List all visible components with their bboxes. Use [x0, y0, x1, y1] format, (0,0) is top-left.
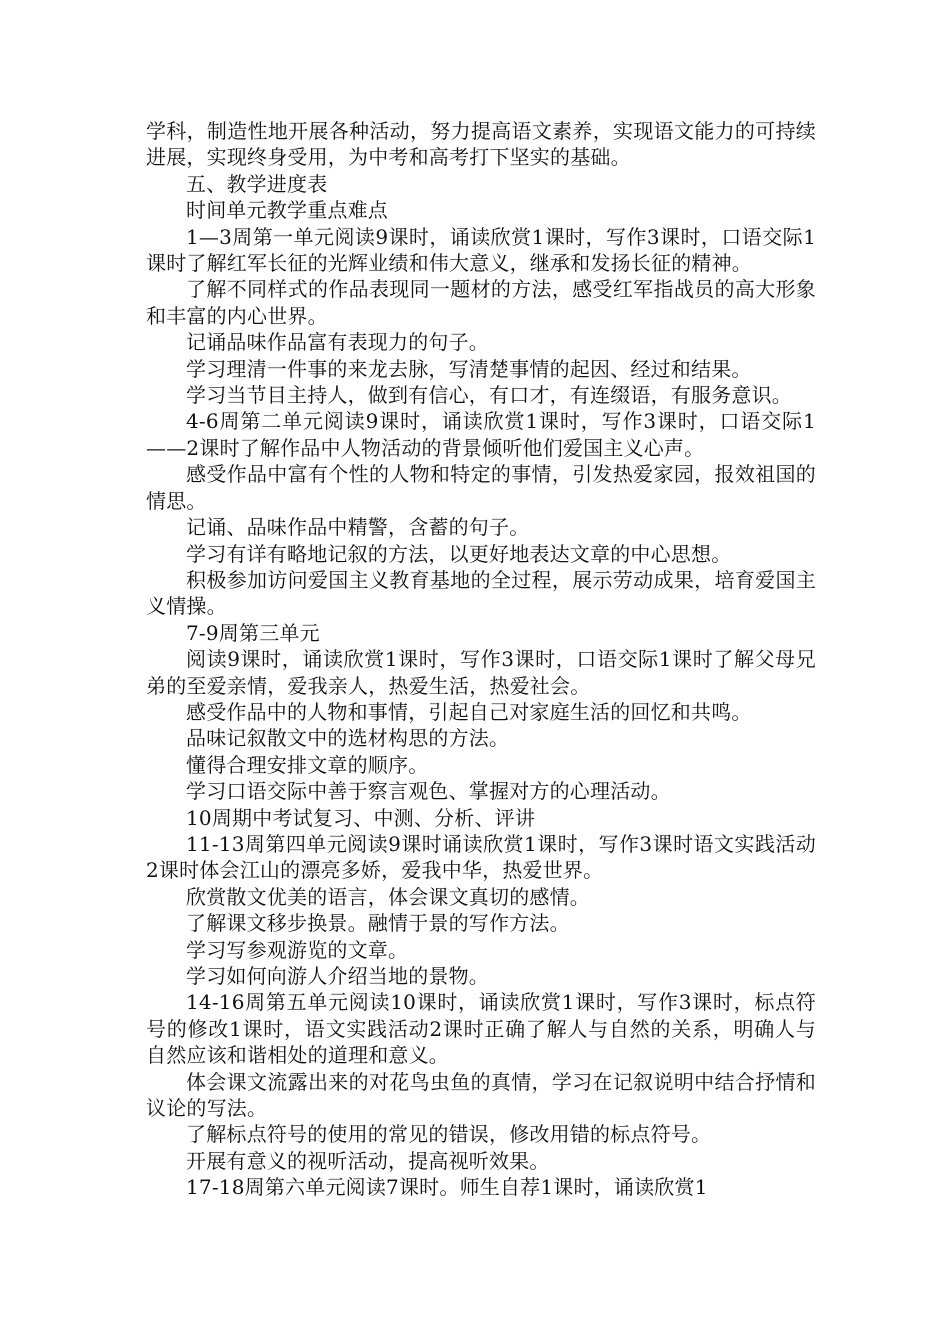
paragraph: 记诵、品味作品中精警，含蓄的句子。: [186, 515, 530, 540]
paragraph: 感受作品中的人物和事情，引起自己对家庭生活的回忆和共鸣。: [186, 699, 752, 724]
table-header-line: 时间单元教学重点难点: [186, 198, 388, 223]
paragraph: 学习当节目主持人，做到有信心，有口才，有连缀语，有服务意识。: [186, 383, 792, 408]
paragraph: 体会课文流露出来的对花鸟虫鱼的真情，学习在记叙说明中结合抒情和议论的写法。: [146, 1069, 816, 1121]
paragraph: 学习理清一件事的来龙去脉，写清楚事情的起因、经过和结果。: [186, 356, 752, 381]
paragraph: 7-9周第三单元: [186, 620, 320, 645]
paragraph: 学习有详有略地记叙的方法，以更好地表达文章的中心思想。: [186, 541, 732, 566]
paragraph: 积极参加访问爱国主义教育基地的全过程，展示劳动成果，培育爱国主义情操。: [146, 567, 816, 619]
paragraph: 了解课文移步换景。融情于景的写作方法。: [186, 911, 570, 936]
paragraph: 10周期中考试复习、中测、分析、评讲: [186, 805, 536, 830]
paragraph: 懂得合理安排文章的顺序。: [186, 752, 429, 777]
paragraph: 感受作品中富有个性的人物和特定的事情，引发热爱家园，报效祖国的情思。: [146, 462, 816, 513]
paragraph: 品味记叙散文中的选材构思的方法。: [186, 726, 510, 751]
paragraph: 学科，制造性地开展各种活动，努力提高语文素养，实现语文能力的可持续进展，实现终身受用，为中考和高考打下坚实的基础。: [146, 119, 816, 170]
paragraph: 了解标点符号的使用的常见的错误，修改用错的标点符号。: [186, 1122, 712, 1147]
paragraph: 1—3周第一单元阅读9课时，诵读欣赏1课时，写作3课时，口语交际1课时了解红军长征的光辉业绩和伟大意义，继承和发扬长征的精神。: [146, 224, 816, 276]
paragraph: 4-6周第二单元阅读9课时，诵读欣赏1课时，写作3课时，口语交际1——2课时了解作品中人物活动的背景倾听他们爱国主义心声。: [146, 409, 816, 460]
paragraph: 11-13周第四单元阅读9课时诵读欣赏1课时，写作3课时语文实践活动2课时体会江山的漂亮多娇，爱我中华，热爱世界。: [146, 831, 816, 883]
paragraph: 了解不同样式的作品表现同一题材的方法，感受红军指战员的高大形象和丰富的内心世界。: [146, 277, 816, 328]
paragraph: 学习如何向游人介绍当地的景物。: [186, 964, 489, 988]
paragraph: 开展有意义的视听活动，提高视听效果。: [186, 1148, 550, 1173]
section-heading: 五、教学进度表: [186, 171, 328, 196]
paragraph: 14-16周第五单元阅读10课时，诵读欣赏1课时，写作3课时，标点符号的修改1课时，语文实践活动2课时正确了解人与自然的关系，明确人与自然应该和谐相处的道理和意义。: [146, 990, 816, 1068]
paragraph: 17-18周第六单元阅读7课时。师生自荐1课时，诵读欣赏1: [186, 1175, 708, 1200]
paragraph: 学习写参观游览的文章。: [186, 937, 409, 962]
document-body: [146, 118, 816, 1201]
paragraph: 欣赏散文优美的语言，体会课文真切的感情。: [186, 884, 590, 909]
paragraph: 记诵品味作品富有表现力的句子。: [186, 330, 489, 355]
paragraph: 学习口语交际中善于察言观色、掌握对方的心理活动。: [186, 779, 671, 804]
paragraph: 阅读9课时，诵读欣赏1课时，写作3课时，口语交际1课时了解父母兄弟的至爱亲情，爱我亲人，热爱生活，热爱社会。: [146, 647, 816, 698]
